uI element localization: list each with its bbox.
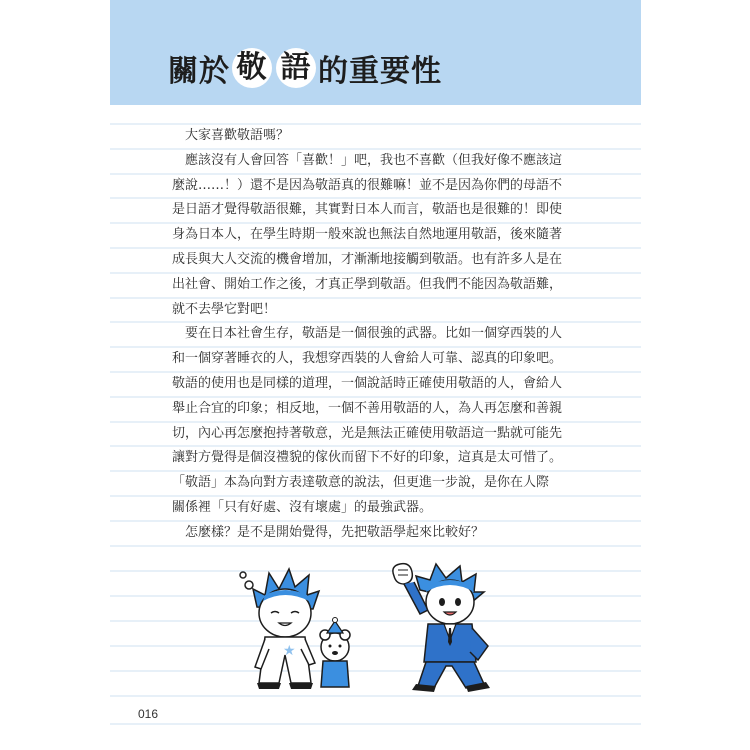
text-line: 舉止合宜的印象；相反地，一個不善用敬語的人，為人再怎麼和善親 [172, 400, 563, 416]
title-highlight-char: 語 [276, 48, 316, 88]
text-line: 身為日本人，在學生時期一般來說也無法自然地運用敬語，後來隨著 [172, 227, 563, 243]
pajama-boy-illustration [235, 565, 355, 695]
suit-boy-illustration [390, 562, 510, 692]
text-line: 要在日本社會生存，敬語是一個很強的武器。比如一個穿西裝的人 [185, 326, 563, 342]
title-suffix: 的重要性 [318, 54, 442, 89]
text-line: 是日語才覺得敬語很難，其實對日本人而言，敬語也是很難的！即使 [172, 202, 563, 218]
text-line: 大家喜歡敬語嗎？ [185, 128, 290, 143]
text-line: 敬語的使用也是同樣的道理，一個說話時正確使用敬語的人，會給人 [172, 375, 563, 391]
text-line: 關係裡「只有好處、沒有壞處」的最強武器。 [172, 499, 433, 515]
title-prefix: 關於 [168, 54, 230, 89]
body-text [172, 124, 582, 546]
text-line: 讓對方覺得是個沒禮貌的傢伙而留下不好的印象，這真是太可惜了。 [172, 450, 563, 466]
text-line: 怎麼樣？是不是開始覺得，先把敬語學起來比較好？ [185, 524, 485, 540]
text-line: 「敬語」本為向對方表達敬意的說法，但更進一步說，是你在人際 [172, 475, 550, 491]
text-line: 切，內心再怎麼抱持著敬意，光是無法正確使用敬語這一點就可能先 [172, 425, 563, 441]
header-torn-edge [110, 96, 641, 110]
book-page [110, 0, 641, 750]
text-line: 就不去學它對吧！ [172, 301, 277, 317]
text-line: 出社會、開始工作之後，才真正學到敬語。但我們不能因為敬語難， [172, 276, 563, 292]
page-number: 016 [138, 707, 159, 721]
text-line: 和一個穿著睡衣的人，我想穿西裝的人會給人可靠、認真的印象吧。 [172, 351, 563, 367]
text-line: 麼說……！）還不是因為敬語真的很難嘛！並不是因為你們的母語不 [172, 177, 563, 193]
svg-text:★: ★ [283, 643, 296, 659]
title-highlight-char: 敬 [232, 48, 272, 88]
text-line: 成長與大人交流的機會增加，才漸漸地接觸到敬語。也有許多人是在 [172, 251, 563, 267]
text-line: 應該沒有人會回答「喜歡！」吧，我也不喜歡（但我好像不應該這 [185, 152, 563, 168]
page-title [168, 40, 442, 96]
